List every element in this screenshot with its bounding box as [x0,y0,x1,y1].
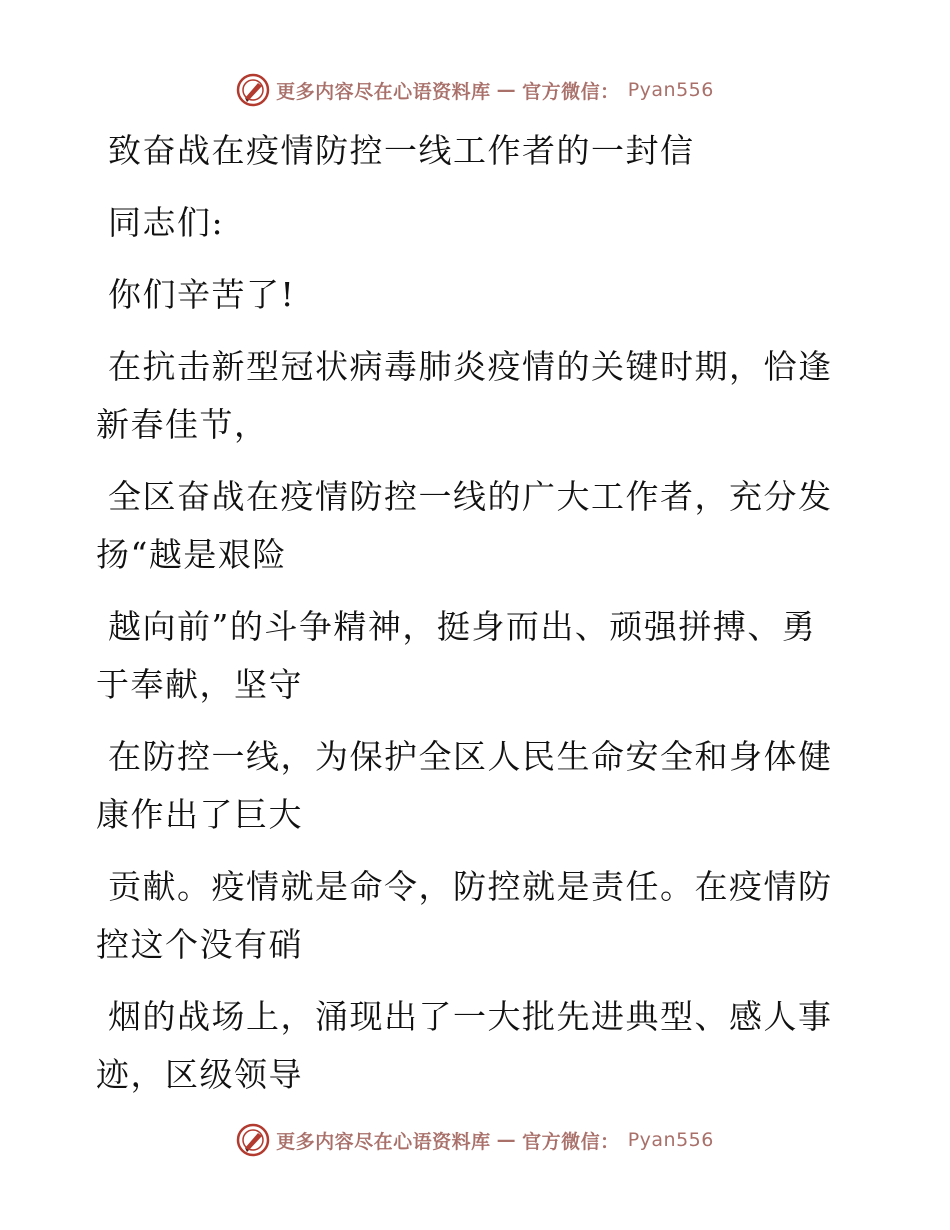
paragraph-line: 扬“越是艰险 [96,535,287,574]
paragraph-line: 于奉献，坚守 [96,665,303,704]
watermark-wechat-id: Pyan556 [627,79,714,101]
paragraph-line: 越向前”的斗争精神，挺身而出、顽强拼搏、勇 [108,607,817,646]
watermark-wechat-id: Pyan556 [627,1129,714,1151]
paragraph-6 [96,988,836,1104]
header-watermark [0,70,950,110]
document-body [96,122,836,1118]
paragraph-2 [96,468,836,584]
salutation-text: 同志们: [108,203,225,242]
greeting-text: 你们辛苦了! [108,275,296,314]
salutation [96,194,836,252]
watermark-wechat-label: 官方微信： [522,80,620,103]
paragraph-line: 贡献。疫情就是命令，防控就是责任。在疫情防 [108,867,833,906]
paragraph-line: 新春佳节， [96,405,269,444]
watermark-dash: — [496,1129,517,1151]
paragraph-line: 全区奋战在疫情防控一线的广大工作者，充分发 [108,477,833,516]
watermark-site-text: 更多内容尽在心语资料库 [276,80,491,103]
paragraph-line: 控这个没有硝 [96,925,303,964]
document-title-text: 致奋战在疫情防控一线工作者的一封信 [108,131,695,170]
greeting [96,266,836,324]
watermark-dash: — [496,79,517,101]
paragraph-line: 迹，区级领导 [96,1055,303,1094]
document-title [96,122,836,180]
pen-logo-icon [236,1123,270,1157]
paragraph-4 [96,728,836,844]
paragraph-1 [96,338,836,454]
watermark-site-text: 更多内容尽在心语资料库 [276,1130,491,1153]
paragraph-line: 烟的战场上，涌现出了一大批先进典型、感人事 [108,997,833,1036]
paragraph-line: 康作出了巨大 [96,795,303,834]
watermark-wechat-label: 官方微信： [522,1130,620,1153]
pen-logo-icon [236,73,270,107]
paragraph-5 [96,858,836,974]
paragraph-3 [96,598,836,714]
paragraph-line: 在防控一线，为保护全区人民生命安全和身体健 [108,737,833,776]
paragraph-line: 在抗击新型冠状病毒肺炎疫情的关键时期，恰逢 [108,347,833,386]
footer-watermark [0,1120,950,1160]
